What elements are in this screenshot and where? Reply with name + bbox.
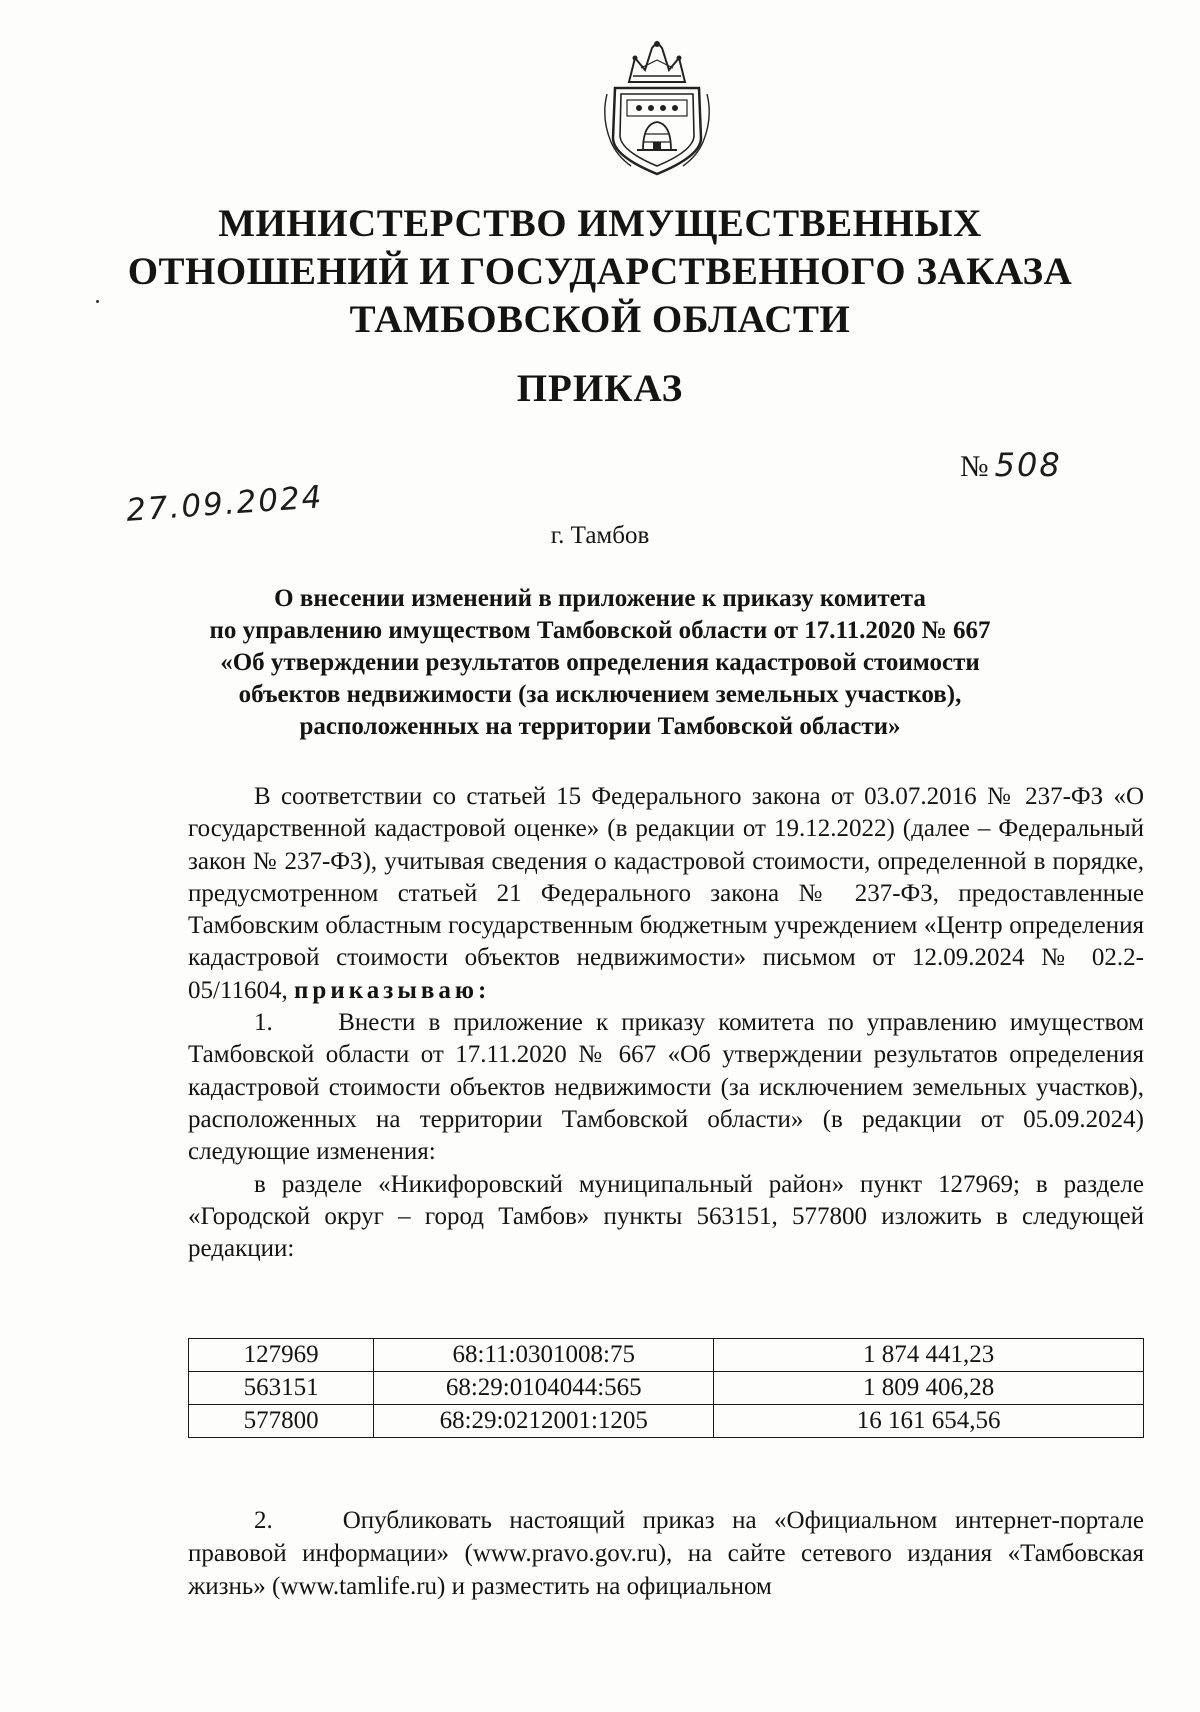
cadastral-value-cell: 16 161 654,56 — [714, 1405, 1144, 1438]
order-subject — [100, 583, 1100, 743]
cadastral-value-cell: 1 874 441,23 — [714, 1339, 1144, 1372]
preamble-paragraph — [188, 781, 1144, 1007]
tambov-coat-of-arms-icon — [597, 38, 717, 178]
cadastral-value-table — [188, 1338, 1144, 1438]
number-sign: № — [960, 450, 989, 483]
cadastral-number-cell: 68:29:0104044:565 — [374, 1372, 714, 1405]
subject-line: объектов недвижимости (за исключением земельных участков), — [238, 681, 962, 708]
ministry-name-line: ТАМБОВСКОЙ ОБЛАСТИ — [349, 298, 851, 341]
subject-line: «Об утверждении результатов определения кадастровой стоимости — [220, 649, 980, 676]
subject-line: расположенных на территории Тамбовской области» — [299, 713, 901, 740]
subject-line: О внесении изменений в приложение к приказу комитета — [274, 585, 926, 612]
order-body — [188, 781, 1144, 1265]
item-number-cell: 127969 — [189, 1339, 374, 1372]
order-number — [960, 446, 1062, 484]
cadastral-value-cell: 1 809 406,28 — [714, 1372, 1144, 1405]
document-type-title: ПРИКАЗ — [516, 367, 684, 410]
item-number-cell: 577800 — [189, 1405, 374, 1438]
ministry-name — [100, 200, 1100, 344]
item-2-number: 2. — [254, 1507, 273, 1534]
item-2-text: Опубликовать настоящий приказ на «Официальном интернет-портале правовой информации» (www.pravo.gov.ru), на сайте сетевого издания «Тамбовская жизнь» (www.tamlife.ru) и разместить на официальном — [188, 1507, 1144, 1600]
city-label: г. Тамбов — [550, 522, 650, 549]
order-keyword: приказываю: — [294, 976, 491, 1004]
item-1-number: 1. — [254, 1009, 273, 1037]
cadastral-number-cell: 68:11:0301008:75 — [374, 1339, 714, 1372]
preamble-text: В соответствии со статьей 15 Федерального закона от 03.07.2016 № 237-ФЗ «О государственной кадастровой оценке» (в редакции от 19.12.2022) (далее – Федеральный закон № 237-ФЗ), учитывая сведения о кадастровой стоимости, определенной в порядке, предусмотренном статьей 21 Федерального закона № 237-ФЗ, предоставленные Тамбовским областным государственным бюджетным учреждением «Центр определения кадастровой стоимости объектов недвижимости» письмом от 12.09.2024 № 02.2-05/11604, — [188, 783, 1144, 1004]
item-2-paragraph — [188, 1504, 1144, 1603]
item-1-detail-paragraph: в разделе «Никифоровский муниципальный район» пункт 127969; в разделе «Городской округ – город Тамбов» пункты 563151, 577800 изложить в следующей редакции: — [188, 1170, 1144, 1263]
table-row — [189, 1405, 1144, 1438]
item-1-text: Внести в приложение к приказу комитета по управлению имуществом Тамбовской области от 17.11.2020 № 667 «Об утверждении результатов определения кадастровой стоимости объектов недвижимости (за исключением земельных участков), расположенных на территории Тамбовской области» (в редакции от 05.09.2024) следующие изменения: — [188, 1009, 1144, 1166]
item-number-cell: 563151 — [189, 1372, 374, 1405]
ministry-name-line: ОТНОШЕНИЙ И ГОСУДАРСТВЕННОГО ЗАКАЗА — [127, 250, 1073, 293]
subject-line: по управлению имуществом Тамбовской области от 17.11.2020 № 667 — [209, 617, 991, 644]
item-1-paragraph — [188, 1007, 1144, 1168]
handwritten-date: 27.09.2024 — [124, 479, 325, 529]
cadastral-number-cell: 68:29:0212001:1205 — [374, 1405, 714, 1438]
ministry-name-line: МИНИСТЕРСТВО ИМУЩЕСТВЕННЫХ — [218, 202, 982, 245]
scan-speck — [96, 300, 99, 303]
table-row — [189, 1372, 1144, 1405]
table-row — [189, 1339, 1144, 1372]
item-2-block — [188, 1504, 1144, 1603]
handwritten-number: 508 — [994, 446, 1062, 484]
